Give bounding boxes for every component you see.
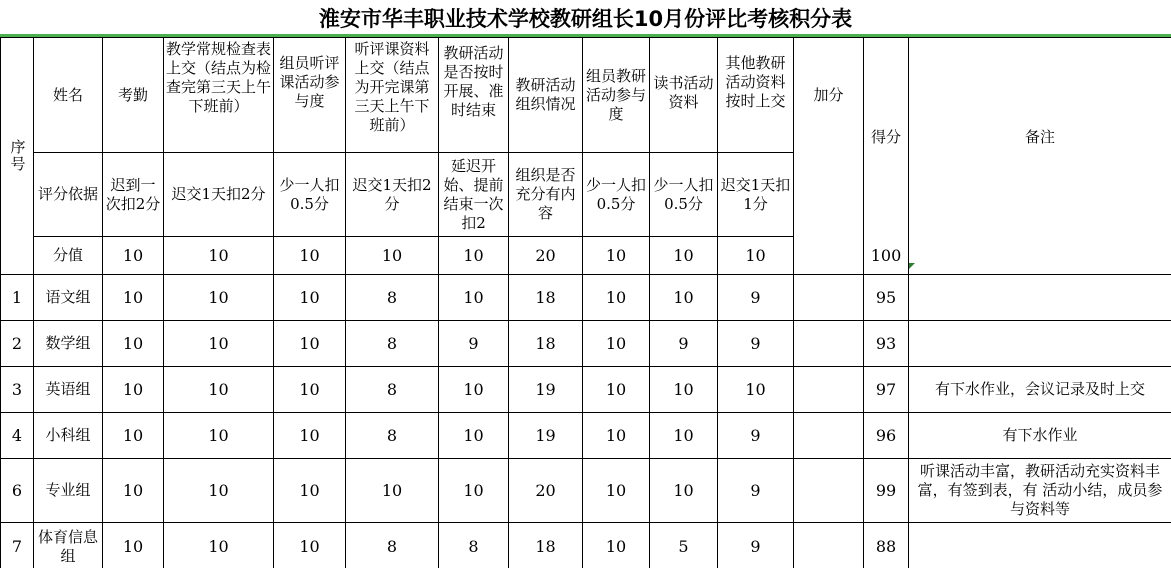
row-name: 体育信息组 (34, 523, 103, 568)
row-score: 10 (274, 275, 346, 321)
row-score: 5 (650, 523, 718, 568)
value-reading: 10 (650, 237, 718, 275)
row-score: 9 (439, 321, 509, 367)
row-score: 18 (509, 321, 583, 367)
row-score: 10 (650, 413, 718, 459)
table-row (1, 523, 1171, 568)
row-score: 10 (583, 459, 650, 523)
row-score: 10 (718, 367, 794, 413)
col-header-lesson-materials: 听评课资料上交（结点为开完课第三天上午下班前） (346, 38, 439, 153)
row-remark: 听课活动丰富，教研活动充实资料丰富，有签到表，有 活动小结，成员参与资料等 (909, 459, 1171, 523)
row-score: 10 (346, 459, 439, 523)
row-name: 专业组 (34, 459, 103, 523)
row-remark: 有下水作业，会议记录及时上交 (909, 367, 1171, 413)
criteria-label: 评分依据 (34, 153, 103, 237)
criteria-routine: 迟交1天扣2分 (164, 153, 274, 237)
row-score: 10 (439, 459, 509, 523)
row-score: 10 (583, 275, 650, 321)
row-score: 9 (718, 413, 794, 459)
table-row (1, 413, 1171, 459)
row-score: 10 (274, 367, 346, 413)
table-row (1, 459, 1171, 523)
total-header: 得分 (864, 38, 909, 237)
row-remark (909, 523, 1171, 568)
row-score: 8 (439, 523, 509, 568)
row-score: 10 (274, 321, 346, 367)
title-text: 淮安市华丰职业技术学校教研组长10月份评比考核积分表 (318, 6, 853, 31)
col-header-organization: 教研活动组织情况 (509, 38, 583, 153)
value-participation: 10 (274, 237, 346, 275)
row-score: 10 (274, 459, 346, 523)
table-row (1, 321, 1171, 367)
row-seq: 6 (1, 459, 34, 523)
score-value-row (1, 237, 1171, 275)
row-seq: 3 (1, 367, 34, 413)
row-score: 18 (509, 523, 583, 568)
row-score: 10 (650, 367, 718, 413)
col-header-other: 其他教研活动资料按时上交 (718, 38, 794, 153)
row-bonus (794, 275, 864, 321)
row-total: 88 (864, 523, 909, 568)
row-score: 8 (346, 413, 439, 459)
row-remark (909, 275, 1171, 321)
col-header-bonus: 加分 (794, 38, 864, 153)
row-name: 语文组 (34, 275, 103, 321)
row-score: 10 (583, 367, 650, 413)
row-score: 10 (274, 413, 346, 459)
score-table (0, 37, 1171, 568)
value-timing: 10 (439, 237, 509, 275)
row-score: 10 (103, 275, 164, 321)
cell-marker (909, 263, 915, 269)
row-score: 10 (650, 459, 718, 523)
row-total: 99 (864, 459, 909, 523)
seq-header: 序号 (1, 38, 34, 275)
col-header-attendance: 考勤 (103, 38, 164, 153)
row-seq: 4 (1, 413, 34, 459)
row-score: 10 (103, 459, 164, 523)
row-seq: 1 (1, 275, 34, 321)
row-name: 数学组 (34, 321, 103, 367)
row-score: 10 (650, 275, 718, 321)
row-total: 95 (864, 275, 909, 321)
row-remark (909, 321, 1171, 367)
value-lesson-materials: 10 (346, 237, 439, 275)
row-score: 10 (103, 413, 164, 459)
criteria-attendance: 迟到一次扣2分 (103, 153, 164, 237)
row-seq: 7 (1, 523, 34, 568)
row-bonus (794, 367, 864, 413)
col-header-reading: 读书活动资料 (650, 38, 718, 153)
row-score: 9 (650, 321, 718, 367)
header-row-titles (1, 38, 1171, 153)
row-name: 小科组 (34, 413, 103, 459)
row-total: 93 (864, 321, 909, 367)
row-score: 10 (583, 413, 650, 459)
row-score: 18 (509, 275, 583, 321)
row-bonus (794, 413, 864, 459)
row-score: 10 (439, 413, 509, 459)
row-score: 8 (346, 367, 439, 413)
row-score: 10 (439, 275, 509, 321)
row-score: 10 (164, 459, 274, 523)
criteria-organization: 组织是否充分有内容 (509, 153, 583, 237)
value-routine: 10 (164, 237, 274, 275)
row-bonus (794, 321, 864, 367)
row-score: 9 (718, 459, 794, 523)
value-attendance: 10 (103, 237, 164, 275)
name-header: 姓名 (34, 38, 103, 153)
criteria-bonus (794, 153, 864, 237)
criteria-other: 迟交1天扣1分 (718, 153, 794, 237)
col-header-participation: 组员听评课活动参与度 (274, 38, 346, 153)
value-organization: 20 (509, 237, 583, 275)
row-score: 9 (718, 275, 794, 321)
row-bonus (794, 523, 864, 568)
row-total: 96 (864, 413, 909, 459)
value-other: 10 (718, 237, 794, 275)
row-score: 10 (583, 321, 650, 367)
col-header-timing: 教研活动是否按时开展、准时结束 (439, 38, 509, 153)
row-score: 8 (346, 523, 439, 568)
table-row (1, 275, 1171, 321)
row-total: 97 (864, 367, 909, 413)
row-score: 8 (346, 321, 439, 367)
row-score: 10 (164, 321, 274, 367)
row-score: 10 (164, 523, 274, 568)
row-score: 10 (439, 367, 509, 413)
row-score: 10 (103, 367, 164, 413)
row-seq: 2 (1, 321, 34, 367)
criteria-lesson-materials: 迟交1天扣2分 (346, 153, 439, 237)
row-remark: 有下水作业 (909, 413, 1171, 459)
remark-header: 备注 (909, 38, 1171, 237)
row-score: 20 (509, 459, 583, 523)
row-score: 10 (583, 523, 650, 568)
remark-value (909, 237, 1171, 275)
table-row (1, 367, 1171, 413)
col-header-member-participation: 组员教研活动参与度 (583, 38, 650, 153)
col-header-routine: 教学常规检查表上交（结点为检查完第三天上午下班前） (164, 38, 274, 153)
row-score: 10 (164, 367, 274, 413)
row-score: 19 (509, 413, 583, 459)
row-score: 9 (718, 321, 794, 367)
row-bonus (794, 459, 864, 523)
page-title (0, 0, 1171, 35)
row-name: 英语组 (34, 367, 103, 413)
value-bonus (794, 237, 864, 275)
criteria-timing: 延迟开始、提前结束一次扣2 (439, 153, 509, 237)
row-score: 10 (103, 321, 164, 367)
row-score: 8 (346, 275, 439, 321)
criteria-reading: 少一人扣0.5分 (650, 153, 718, 237)
row-score: 9 (718, 523, 794, 568)
total-value: 100 (864, 237, 909, 275)
row-score: 10 (164, 275, 274, 321)
value-member-participation: 10 (583, 237, 650, 275)
criteria-member-participation: 少一人扣0.5分 (583, 153, 650, 237)
criteria-participation: 少一人扣0.5分 (274, 153, 346, 237)
score-label: 分值 (34, 237, 103, 275)
row-score: 10 (164, 413, 274, 459)
row-score: 10 (103, 523, 164, 568)
row-score: 19 (509, 367, 583, 413)
row-score: 10 (274, 523, 346, 568)
